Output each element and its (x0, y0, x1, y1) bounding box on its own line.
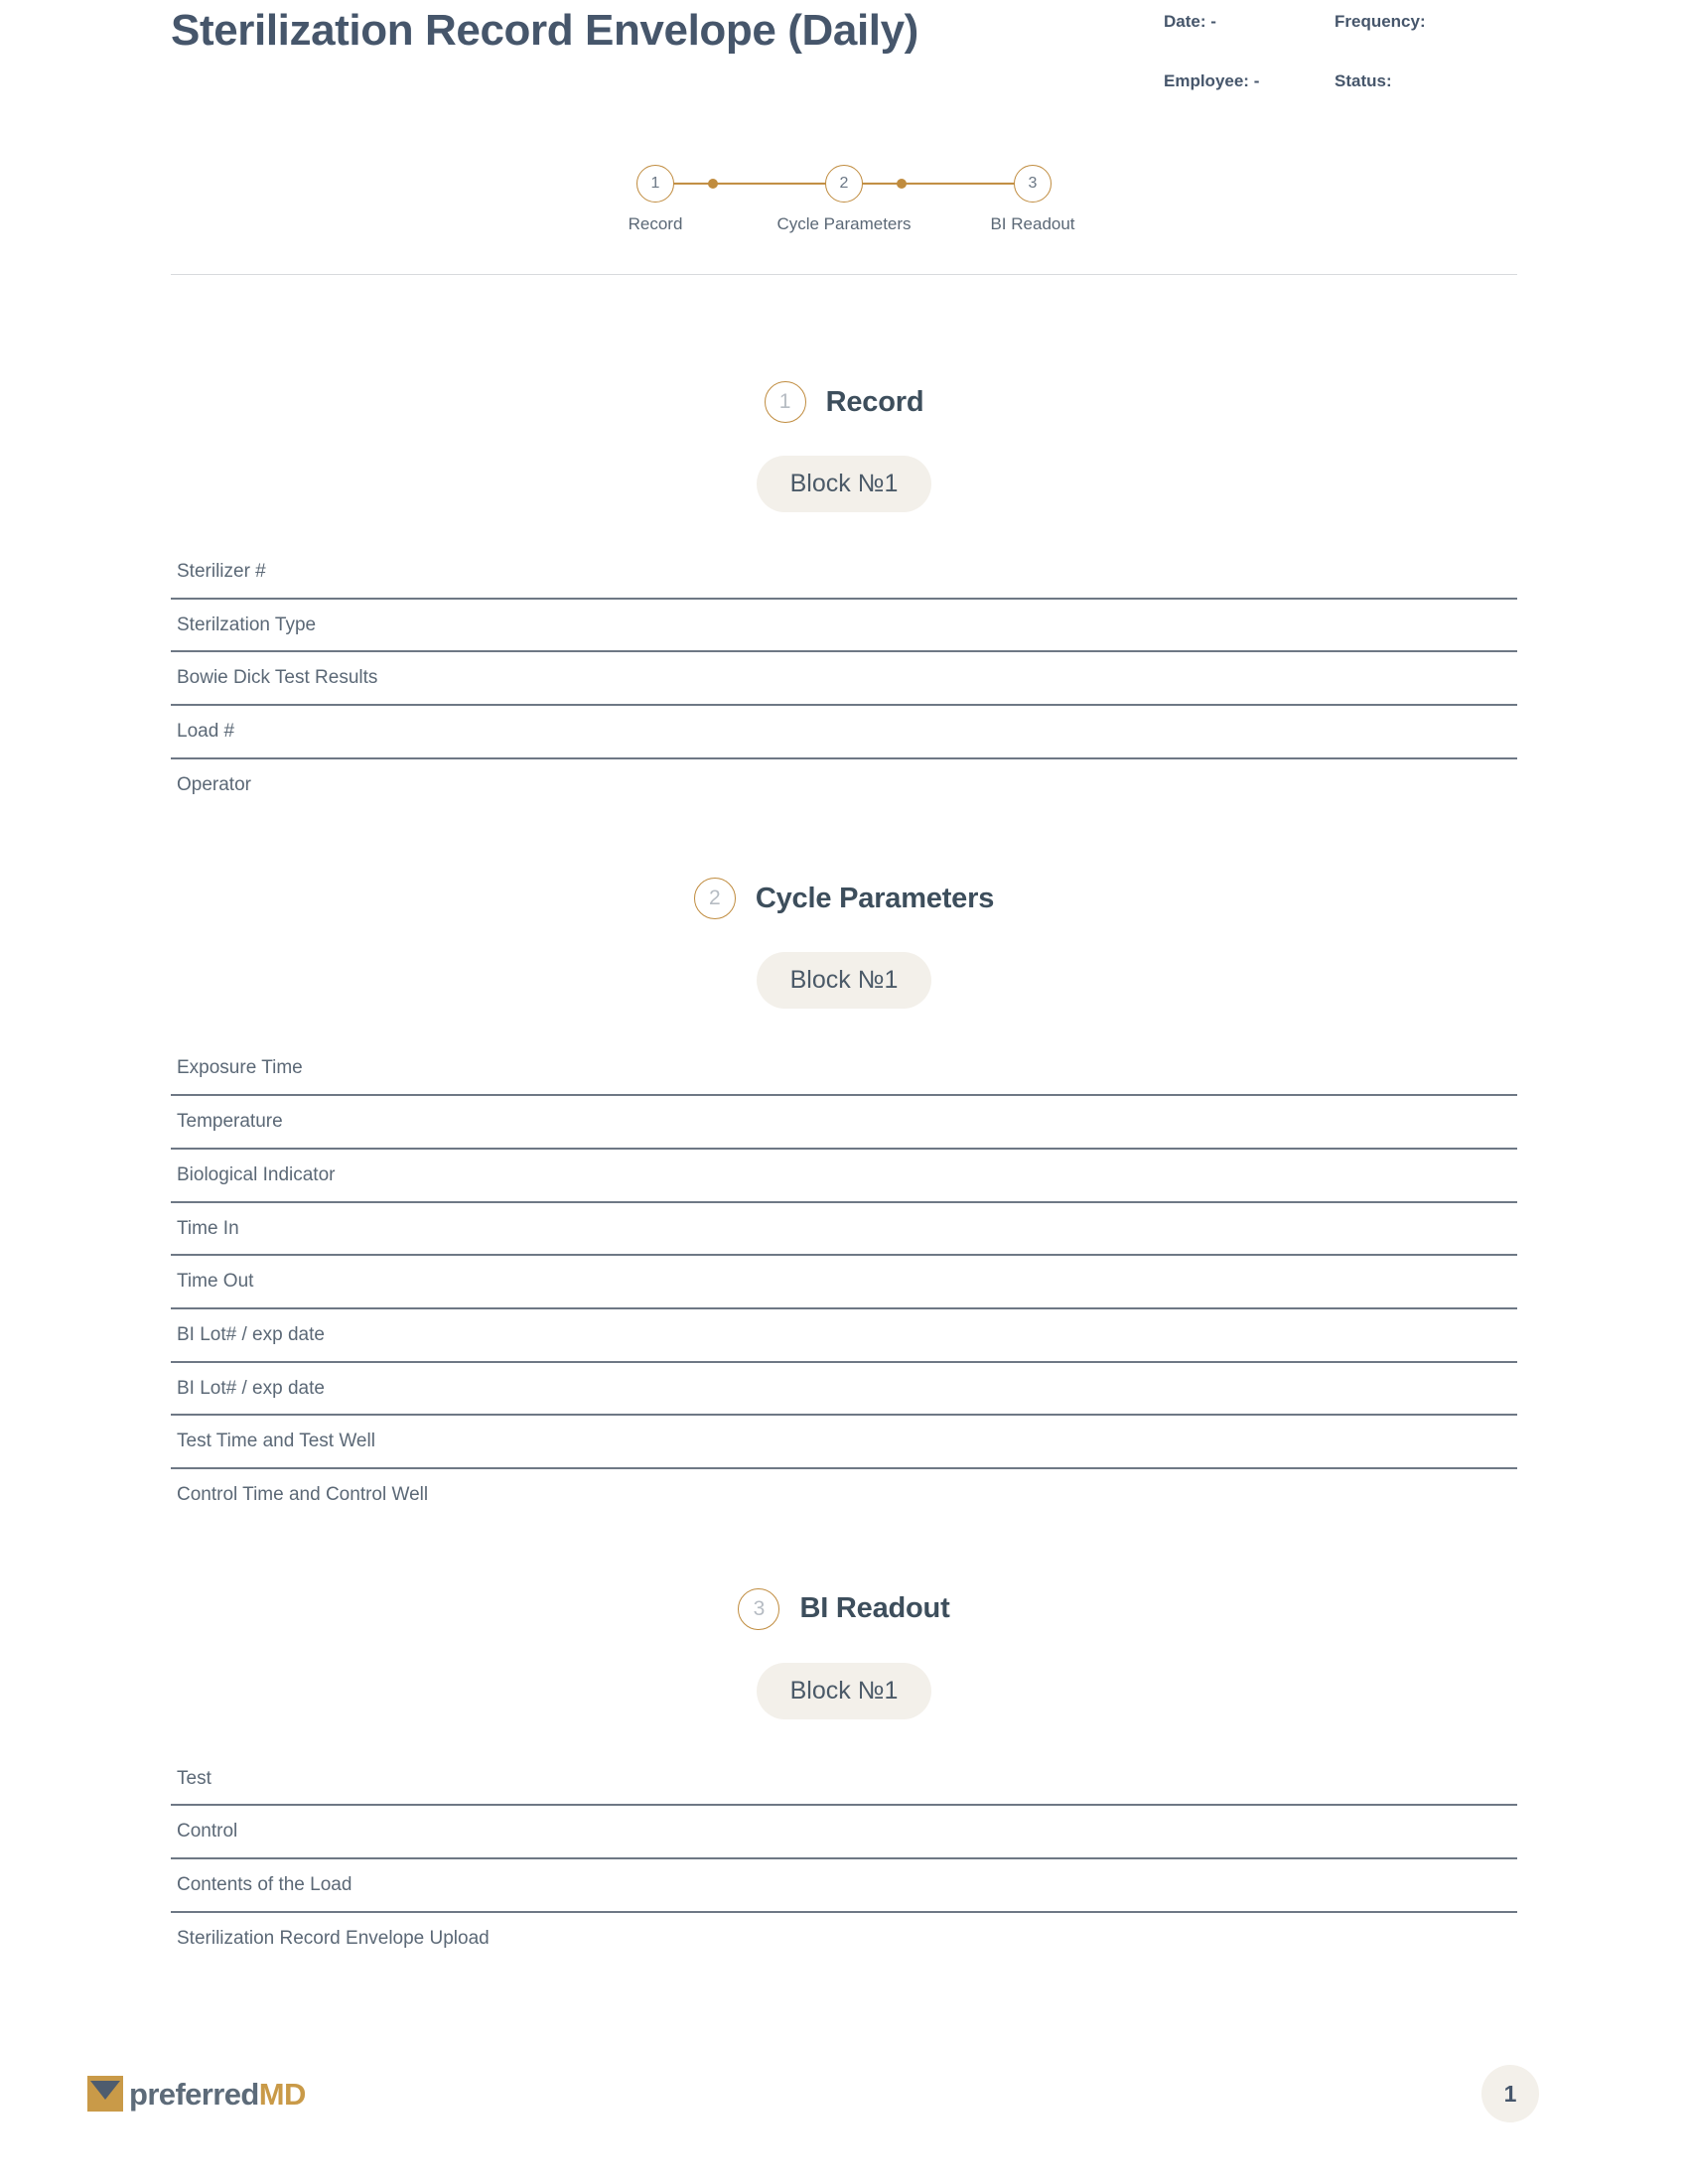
stepper-number-2: 2 (825, 165, 863, 203)
preferredmd-envelope-icon (87, 2076, 123, 2112)
connector-line (655, 183, 844, 185)
metadata-row-2 (1164, 71, 1533, 91)
field-row[interactable]: Time In (171, 1203, 1517, 1257)
field-list-3 (171, 1753, 1517, 1965)
progress-stepper (0, 165, 1688, 234)
field-row[interactable]: Time Out (171, 1256, 1517, 1309)
field-row[interactable]: Control Time and Control Well (177, 1483, 429, 1505)
connector-dot-icon (897, 179, 907, 189)
field-row[interactable]: Contents of the Load (171, 1859, 1517, 1913)
stepper-connector-2 (844, 165, 1033, 203)
header-divider (171, 274, 1517, 275)
employee-label: Employee: - (1164, 71, 1260, 90)
metadata-row-1 (1164, 12, 1533, 32)
section-header-2 (0, 878, 1688, 919)
stepper-connector-1 (655, 165, 844, 203)
section-number-2: 2 (694, 878, 736, 919)
section-header-3 (0, 1588, 1688, 1630)
brand-name-primary: preferred (129, 2076, 259, 2112)
section-record (0, 381, 1688, 810)
block-pill-wrap-2 (0, 952, 1688, 1009)
field-row[interactable]: Test (171, 1753, 1517, 1807)
field-list-1 (171, 546, 1517, 810)
date-label: Date: - (1164, 12, 1216, 31)
status-label: Status: (1335, 71, 1392, 90)
section-title-1: Record (825, 385, 924, 418)
block-badge-3: Block №1 (757, 1663, 932, 1719)
page-number-badge: 1 (1481, 2065, 1539, 2122)
section-header-1 (0, 381, 1688, 423)
block-badge-2: Block №1 (757, 952, 932, 1009)
field-row[interactable]: Operator (177, 773, 251, 795)
brand-name-accent: MD (258, 2076, 306, 2112)
field-row[interactable]: Sterilization Record Envelope Upload (177, 1927, 490, 1949)
field-row[interactable]: BI Lot# / exp date (171, 1309, 1517, 1363)
stepper-number-1: 1 (636, 165, 674, 203)
stepper-label-3: BI Readout (990, 214, 1075, 233)
field-row[interactable]: Control (171, 1806, 1517, 1859)
field-row[interactable]: Sterilizer # (171, 546, 1517, 600)
block-pill-wrap-1 (0, 456, 1688, 512)
section-title-2: Cycle Parameters (755, 882, 995, 914)
field-row[interactable]: Load # (171, 706, 1517, 759)
block-pill-wrap-3 (0, 1663, 1688, 1719)
field-row[interactable]: Exposure Time (171, 1042, 1517, 1096)
field-row[interactable]: BI Lot# / exp date (171, 1363, 1517, 1417)
field-row[interactable]: Temperature (171, 1096, 1517, 1150)
stepper-label-1: Record (628, 214, 683, 233)
title-block (171, 2, 1164, 60)
field-row[interactable]: Test Time and Test Well (171, 1416, 1517, 1469)
page-title: Sterilization Record Envelope (Daily) (171, 6, 918, 55)
field-row[interactable]: Bowie Dick Test Results (171, 652, 1517, 706)
section-title-3: BI Readout (799, 1592, 950, 1625)
stepper-number-3: 3 (1014, 165, 1052, 203)
brand-logo (87, 2076, 306, 2112)
brand-wordmark (129, 2076, 306, 2112)
block-badge-1: Block №1 (757, 456, 932, 512)
section-bi-readout (0, 1588, 1688, 1965)
stepper-label-2: Cycle Parameters (776, 214, 912, 233)
frequency-label: Frequency: (1335, 12, 1426, 31)
header-metadata (1164, 2, 1533, 91)
connector-line (844, 183, 1033, 185)
field-list-2 (171, 1042, 1517, 1520)
field-row[interactable]: Sterilzation Type (171, 600, 1517, 653)
section-number-1: 1 (765, 381, 806, 423)
document-header (0, 0, 1688, 91)
field-row[interactable]: Biological Indicator (171, 1150, 1517, 1203)
connector-dot-icon (708, 179, 718, 189)
document-footer (0, 2065, 1688, 2122)
section-cycle-parameters (0, 878, 1688, 1520)
section-number-3: 3 (738, 1588, 779, 1630)
